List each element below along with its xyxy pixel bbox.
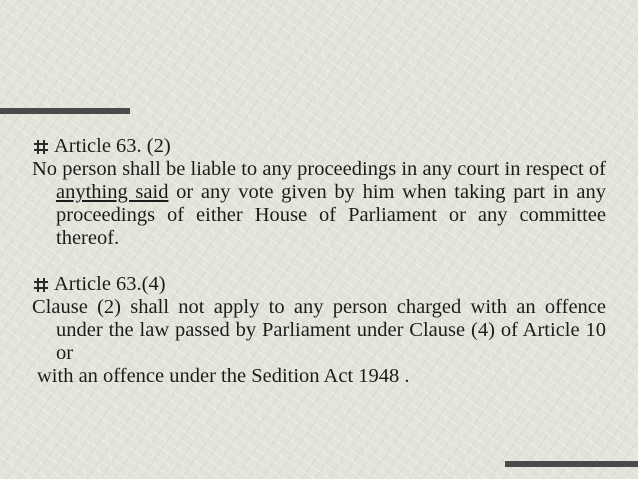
slide-body: [32, 135, 606, 388]
article-text-part: or any vote given by him when taking part in any proceedings of either House of Parliament or any committee thereof.: [56, 181, 606, 249]
top-accent-rule: [0, 108, 130, 114]
article-heading: Article 63. (2): [54, 135, 171, 157]
article-63-2-text: [32, 158, 606, 250]
article-heading: Article 63.(4): [54, 273, 166, 295]
bullet-article-63-4: [32, 273, 606, 296]
hash-bullet-icon: [34, 140, 48, 154]
article-63-4-last-line: with an offence under the Sedition Act 1948 .: [37, 365, 410, 387]
underlined-phrase: anything said: [56, 181, 169, 203]
bottom-accent-rule: [505, 461, 638, 467]
article-text-part: No person shall be liable to any proceedings in any court in respect of: [32, 158, 606, 180]
hash-bullet-icon: [34, 278, 48, 292]
article-63-4-text: Clause (2) shall not apply to any person charged with an offence under the law passed by Parliament under Clause (4) of Article 10 or: [32, 296, 606, 364]
bullet-article-63-2: [32, 135, 606, 158]
